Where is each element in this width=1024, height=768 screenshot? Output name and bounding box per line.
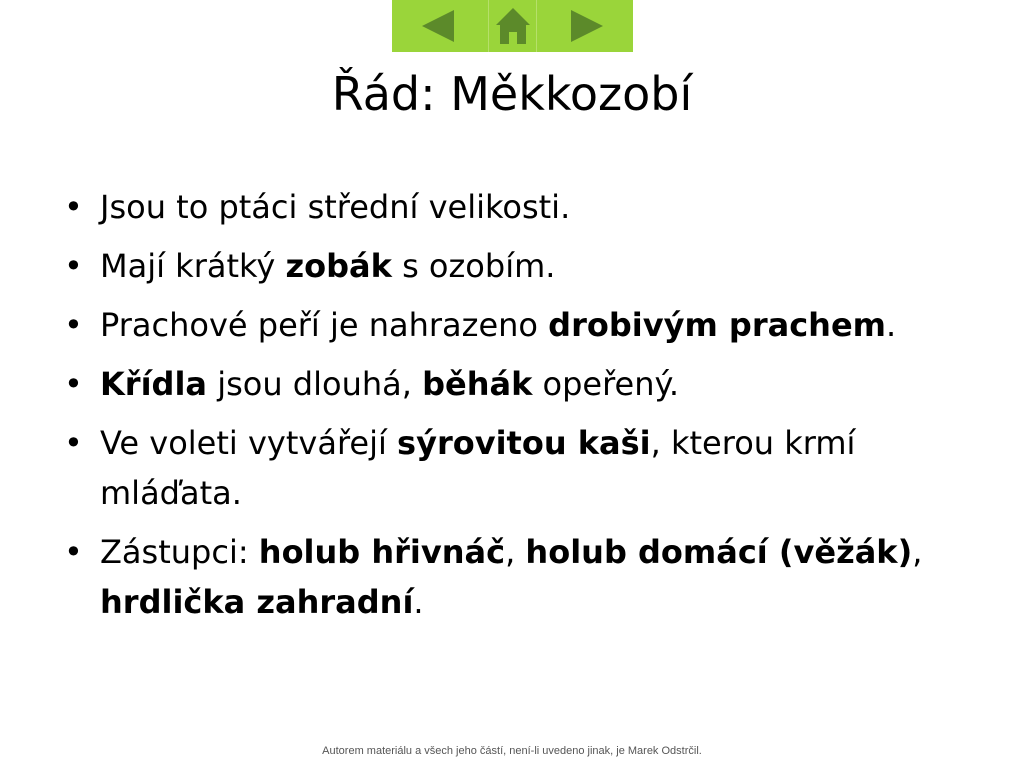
bold-text: holub hřivnáč <box>258 533 506 571</box>
bold-text: Křídla <box>100 365 208 403</box>
text: Ve voleti vytvářejí <box>100 424 398 462</box>
text: Jsou to ptáci střední velikosti. <box>100 188 571 226</box>
text: , <box>912 533 923 571</box>
bullet-dot-icon: • <box>64 247 83 285</box>
previous-slide-button[interactable] <box>392 0 489 52</box>
next-arrow-icon <box>537 0 633 52</box>
text: . <box>413 583 424 621</box>
bullet-dot-icon: • <box>64 306 83 344</box>
text: jsou dlouhá, <box>207 365 423 403</box>
home-button[interactable] <box>489 0 538 52</box>
text: Zástupci: <box>100 533 259 571</box>
bullet-item <box>58 527 958 627</box>
bold-text: hrdlička zahradní <box>100 583 414 621</box>
bullet-dot-icon: • <box>64 533 83 571</box>
text: Mají krátký <box>100 247 286 285</box>
bullet-dot-icon: • <box>64 365 83 403</box>
bullet-item <box>58 359 958 409</box>
bullet-dot-icon: • <box>64 424 83 462</box>
slide-title: Řád: Měkkozobí <box>331 67 693 121</box>
footer-author-note: Autorem materiálu a všech jeho částí, není-li uvedeno jinak, je Marek Odstrčil. <box>322 745 702 757</box>
bold-text: drobivým prachem <box>548 306 886 344</box>
home-icon <box>489 0 537 52</box>
bullet-item <box>58 300 958 350</box>
bullet-item <box>58 182 958 232</box>
text: s ozobím. <box>391 247 556 285</box>
next-slide-button[interactable] <box>537 0 633 52</box>
text: , kterou krmí mláďata. <box>100 424 856 512</box>
bullet-dot-icon: • <box>64 188 83 226</box>
text: . <box>886 306 897 344</box>
text: opeřený. <box>532 365 680 403</box>
navigation-bar <box>392 0 633 52</box>
bold-text: holub domácí (věžák) <box>525 533 913 571</box>
bold-text: běhák <box>422 365 533 403</box>
bold-text: sýrovitou kaši <box>397 424 651 462</box>
bullet-list <box>58 182 958 636</box>
text: , <box>505 533 526 571</box>
bullet-item <box>58 241 958 291</box>
text: Prachové peří je nahrazeno <box>100 306 549 344</box>
bullet-item <box>58 418 958 518</box>
bold-text: zobák <box>285 247 392 285</box>
prev-arrow-icon <box>392 0 488 52</box>
